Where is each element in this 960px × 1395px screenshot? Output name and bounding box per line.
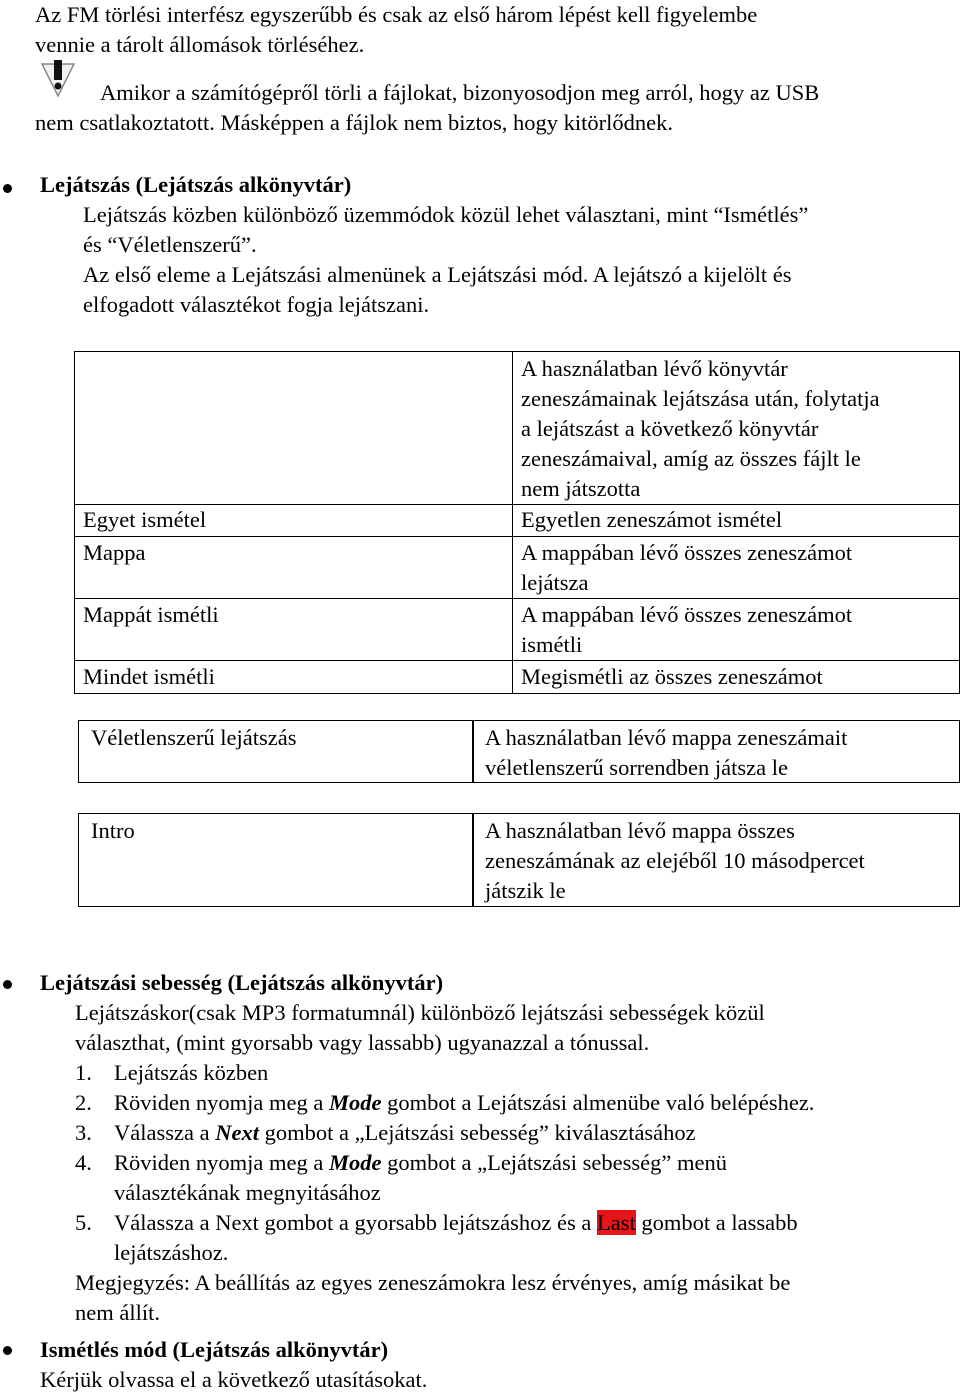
playback-mode-table <box>74 351 960 694</box>
section-title: Ismétlés mód (Lejátszás alkönyvtár) <box>40 1337 389 1362</box>
mode-name: Mappát ismétli <box>83 602 219 627</box>
mode-desc: A mappában lévő összes zeneszámot <box>521 540 853 565</box>
table-cell <box>75 537 513 599</box>
mode-name: Mindet ismétli <box>83 664 215 689</box>
body-line: Lejátszás közben különböző üzemmódok közül lehet választani, mint “Ismétlés” <box>83 202 809 227</box>
cell-line: a lejátszást a következő könyvtár <box>521 416 819 441</box>
random-label: Véletlenszerű lejátszás <box>91 725 297 750</box>
table-cell <box>513 352 960 505</box>
step-item <box>75 1088 815 1118</box>
body-line: Lejátszáskor(csak MP3 formatumnál) különböző lejátszási sebességek közül <box>75 1000 765 1025</box>
body-line: és “Véletlenszerű”. <box>83 232 257 257</box>
step-number: 1. <box>75 1060 92 1085</box>
mode-name: Egyet ismétel <box>83 507 207 532</box>
step-text: Röviden nyomja meg a Mode gombot a Lejátszási almenübe való belépéshez. <box>114 1090 815 1115</box>
table-row <box>75 352 960 505</box>
bullet <box>3 980 12 989</box>
table-row <box>75 505 960 537</box>
step-text: Válassza a Next gombot a „Lejátszási sebesség” kiválasztásához <box>114 1120 696 1145</box>
table-cell <box>513 599 960 661</box>
section-title: Lejátszás (Lejátszás alkönyvtár) <box>40 172 352 197</box>
body-line: választhat, (mint gyorsabb vagy lassabb) ugyanazzal a tónussal. <box>75 1030 650 1055</box>
step-text: Válassza a Next gombot a gyorsabb lejátszáshoz és a Last gombot a lassabb <box>114 1210 798 1235</box>
intro-line: vennie a tárolt állomások törléséhez. <box>35 32 365 57</box>
step-item <box>75 1148 727 1178</box>
table-row <box>75 661 960 694</box>
section-title: Lejátszási sebesség (Lejátszás alkönyvtár) <box>40 970 444 995</box>
intro-desc-cell <box>472 813 960 907</box>
mode-desc: ismétli <box>521 632 583 657</box>
bullet <box>3 1346 12 1355</box>
table-row <box>75 537 960 599</box>
cell-line: nem játszotta <box>521 476 641 501</box>
random-desc: A használatban lévő mappa zeneszámait <box>485 725 848 750</box>
random-label-cell <box>78 720 474 783</box>
step-item <box>75 1118 696 1148</box>
step-item <box>75 1058 269 1088</box>
body-line: Kérjük olvassa el a következő utasításokat. <box>40 1367 428 1392</box>
table-cell <box>75 352 513 505</box>
mode-desc: A mappában lévő összes zeneszámot <box>521 602 853 627</box>
table-cell <box>513 537 960 599</box>
intro-desc: A használatban lévő mappa összes <box>485 818 795 843</box>
table-cell <box>513 661 960 694</box>
step-text: választékának megnyitásához <box>114 1180 381 1205</box>
mode-button-label: Mode <box>328 1150 382 1175</box>
mode-name: Mappa <box>83 540 146 565</box>
random-desc: véletlenszerű sorrendben játsza le <box>485 755 788 780</box>
body-line: elfogadott választékot fogja lejátszani. <box>83 292 430 317</box>
intro-label: Intro <box>91 818 135 843</box>
intro-desc: játszik le <box>485 878 566 903</box>
warning-icon <box>40 60 76 100</box>
table-row <box>75 599 960 661</box>
step-item <box>75 1208 798 1238</box>
mode-desc: Egyetlen zeneszámot ismétel <box>521 507 783 532</box>
step-number: 2. <box>75 1090 92 1115</box>
cell-line: zeneszámaival, amíg az összes fájlt le <box>521 446 861 471</box>
bullet <box>3 184 12 193</box>
table-cell <box>75 661 513 694</box>
next-button-label: Next <box>215 1120 259 1145</box>
step-number: 4. <box>75 1150 92 1175</box>
table-cell <box>513 505 960 537</box>
last-button-highlight: Last <box>596 1210 636 1235</box>
note-line: Megjegyzés: A beállítás az egyes zeneszámokra lesz érvényes, amíg másikat be <box>75 1270 791 1295</box>
cell-line: A használatban lévő könyvtár <box>521 356 788 381</box>
step-text: lejátszáshoz. <box>114 1240 229 1265</box>
mode-desc: Megismétli az összes zeneszámot <box>521 664 823 689</box>
random-desc-cell <box>472 720 960 783</box>
note-line: nem állít. <box>75 1300 160 1325</box>
step-number: 5. <box>75 1210 92 1235</box>
body-line: Az első eleme a Lejátszási almenünek a Lejátszási mód. A lejátszó a kijelölt és <box>83 262 792 287</box>
table-cell <box>75 505 513 537</box>
warning-line: Amikor a számítógépről törli a fájlokat, bizonyosodjon meg arról, hogy az USB <box>100 80 820 105</box>
table-cell <box>75 599 513 661</box>
mode-desc: lejátsza <box>521 570 589 595</box>
mode-button-label: Mode <box>328 1090 382 1115</box>
step-text: Röviden nyomja meg a Mode gombot a „Lejátszási sebesség” menü <box>114 1150 727 1175</box>
intro-line: Az FM törlési interfész egyszerűbb és csak az első három lépést kell figyelembe <box>35 2 758 27</box>
warning-line: nem csatlakoztatott. Másképpen a fájlok nem biztos, hogy kitörlődnek. <box>35 110 673 135</box>
step-text: Lejátszás közben <box>114 1060 269 1085</box>
step-number: 3. <box>75 1120 92 1145</box>
intro-desc: zeneszámának az elejéből 10 másodpercet <box>485 848 865 873</box>
cell-line: zeneszámainak lejátszása után, folytatja <box>521 386 880 411</box>
intro-label-cell <box>78 813 474 907</box>
